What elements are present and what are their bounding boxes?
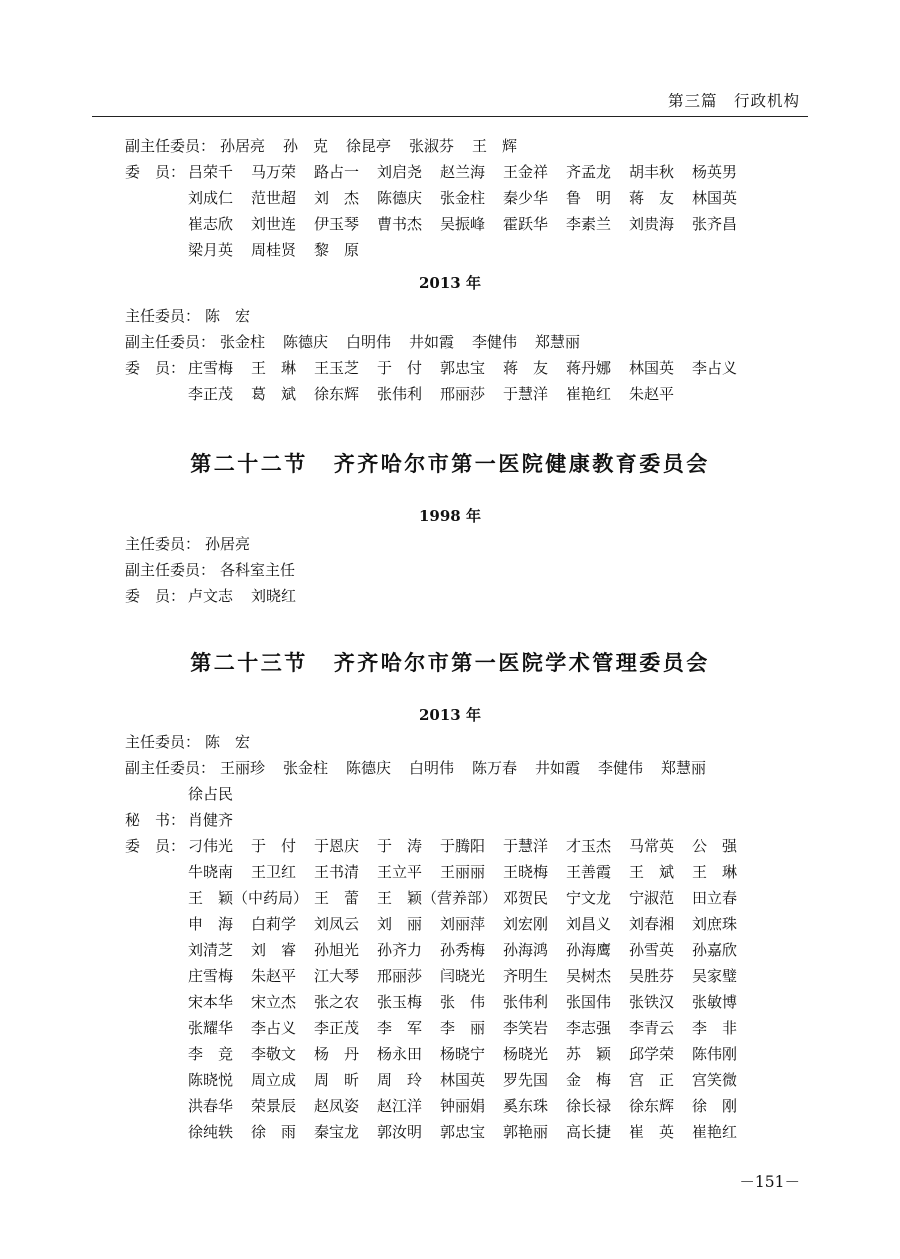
person-name: 周 玲 <box>377 1071 423 1089</box>
person-name: 蒋丹娜 <box>566 359 612 377</box>
person-name: 张伟利 <box>503 993 549 1011</box>
person-name: 刁伟光 <box>188 837 234 855</box>
person-name: 孙嘉欣 <box>692 941 738 959</box>
person-name: 葛 斌 <box>251 385 297 403</box>
person-name: 高长捷 <box>566 1123 612 1141</box>
row-label: 副主任委员： <box>125 333 216 351</box>
person-name: 郭汝明 <box>377 1123 423 1141</box>
person-name: 陈德庆 <box>283 333 329 351</box>
person-name: 陈 宏 <box>205 307 251 325</box>
person-name: 赵兰海 <box>440 163 486 181</box>
person-name: 张铁汉 <box>629 993 675 1011</box>
person-name: 孙齐力 <box>377 941 423 959</box>
person-name: 霍跃华 <box>503 215 549 233</box>
person-name: 刘启尧 <box>377 163 423 181</box>
person-name: 公 强 <box>692 837 738 855</box>
person-name: 罗先国 <box>503 1071 549 1089</box>
section-heading <box>0 648 900 678</box>
row-label: 秘 书： <box>125 811 186 829</box>
person-name: 张金柱 <box>220 333 266 351</box>
person-name: 鲁 明 <box>566 189 612 207</box>
person-name: 张玉梅 <box>377 993 423 1011</box>
person-name: 崔艳红 <box>566 385 612 403</box>
person-name: 王丽丽 <box>440 863 486 881</box>
person-name: 刘丽萍 <box>440 915 486 933</box>
person-name: 刘晓红 <box>251 587 297 605</box>
person-name: 庄雪梅 <box>188 967 234 985</box>
person-name: 于腾阳 <box>440 837 486 855</box>
person-name: 齐孟龙 <box>566 163 612 181</box>
person-name: 郭忠宝 <box>440 1123 486 1141</box>
person-name: 孙 克 <box>283 137 329 155</box>
person-name: 秦少华 <box>503 189 549 207</box>
person-name: 孙居亮 <box>220 137 266 155</box>
person-name: 于 涛 <box>377 837 423 855</box>
person-name: 牛晓南 <box>188 863 234 881</box>
person-name: 宋本华 <box>188 993 234 1011</box>
person-name: 杨英男 <box>692 163 738 181</box>
person-name: 邓贺民 <box>503 889 549 907</box>
person-name: 陈万春 <box>472 759 518 777</box>
person-name: 洪春华 <box>188 1097 234 1115</box>
person-name: 李 竞 <box>188 1045 234 1063</box>
person-name: 刘成仁 <box>188 189 234 207</box>
person-name: 杨永田 <box>377 1045 423 1063</box>
person-name: 宋立杰 <box>251 993 297 1011</box>
person-name: 周 昕 <box>314 1071 360 1089</box>
person-name: 宫笑微 <box>692 1071 738 1089</box>
person-name: 吴胜芬 <box>629 967 675 985</box>
person-name: 卢文志 <box>188 587 234 605</box>
section-number: 第二十二节 <box>190 451 308 476</box>
person-name: 王 琳 <box>251 359 297 377</box>
person-name: 邱学荣 <box>629 1045 675 1063</box>
person-name: 王善霞 <box>566 863 612 881</box>
person-name: 张国伟 <box>566 993 612 1011</box>
person-name: 吴家璧 <box>692 967 738 985</box>
person-name: 李健伟 <box>472 333 518 351</box>
person-name: 王玉芝 <box>314 359 360 377</box>
person-name: 李占义 <box>692 359 738 377</box>
person-name: 吴树杰 <box>566 967 612 985</box>
person-name: 孙海鸿 <box>503 941 549 959</box>
row-label: 副主任委员： <box>125 561 216 579</box>
person-name: 郑慧丽 <box>535 333 581 351</box>
row-label: 委 员： <box>125 587 186 605</box>
person-name: 张金柱 <box>440 189 486 207</box>
person-name: 马万荣 <box>251 163 297 181</box>
person-name: 李 丽 <box>440 1019 486 1037</box>
person-name: 赵凤姿 <box>314 1097 360 1115</box>
person-name: 于慧洋 <box>503 837 549 855</box>
person-name: 李正茂 <box>314 1019 360 1037</box>
person-name: 黎 原 <box>314 241 360 259</box>
person-name: 郭艳丽 <box>503 1123 549 1141</box>
person-name: 王金祥 <box>503 163 549 181</box>
person-name: 张金柱 <box>283 759 329 777</box>
row-label: 委 员： <box>125 163 186 181</box>
row-label: 主任委员： <box>125 535 201 553</box>
person-name: 孙雪英 <box>629 941 675 959</box>
person-name: 杨晓宁 <box>440 1045 486 1063</box>
person-name: 钟丽娟 <box>440 1097 486 1115</box>
person-name: 杨 丹 <box>314 1045 360 1063</box>
person-name: 王丽珍 <box>220 759 266 777</box>
person-name: 白明伟 <box>409 759 455 777</box>
person-name: 李健伟 <box>598 759 644 777</box>
person-name: 王 颖（营养部） <box>377 889 498 907</box>
person-name: 才玉杰 <box>566 837 612 855</box>
header-title: 第三篇 行政机构 <box>667 92 800 110</box>
person-name: 孙秀梅 <box>440 941 486 959</box>
year-heading: 1998 年 <box>419 507 481 525</box>
person-name: 刘庶珠 <box>692 915 738 933</box>
person-name: 刘凤云 <box>314 915 360 933</box>
person-name: 林国英 <box>692 189 738 207</box>
person-name: 陈晓悦 <box>188 1071 234 1089</box>
person-name: 王晓梅 <box>503 863 549 881</box>
person-name: 于 付 <box>251 837 297 855</box>
person-name: 张 伟 <box>440 993 486 1011</box>
person-name: 刘春湘 <box>629 915 675 933</box>
person-name: 王 斌 <box>629 863 675 881</box>
person-name: 陈德庆 <box>377 189 423 207</box>
row-label: 委 员： <box>125 359 186 377</box>
person-name: 田立春 <box>692 889 738 907</box>
person-name: 苏 颖 <box>566 1045 612 1063</box>
person-name: 白明伟 <box>346 333 392 351</box>
person-name: 林国英 <box>629 359 675 377</box>
person-name: 周桂贤 <box>251 241 297 259</box>
year-heading: 2013 年 <box>419 274 481 292</box>
person-name: 于 付 <box>377 359 423 377</box>
person-name: 蒋 友 <box>503 359 549 377</box>
row-label: 副主任委员： <box>125 137 216 155</box>
person-name: 陈德庆 <box>346 759 392 777</box>
section-title: 齐齐哈尔市第一医院学术管理委员会 <box>333 650 710 675</box>
person-name: 王书清 <box>314 863 360 881</box>
section-heading <box>0 449 900 479</box>
person-name: 伊玉琴 <box>314 215 360 233</box>
person-name: 曹书杰 <box>377 215 423 233</box>
year-heading: 2013 年 <box>419 706 481 724</box>
person-name: 刘 杰 <box>314 189 360 207</box>
person-name: 陈 宏 <box>205 733 251 751</box>
person-name: 金 梅 <box>566 1071 612 1089</box>
person-name: 王 蕾 <box>314 889 360 907</box>
person-name: 李青云 <box>629 1019 675 1037</box>
person-name: 张之农 <box>314 993 360 1011</box>
person-name: 孙旭光 <box>314 941 360 959</box>
person-name: 李 军 <box>377 1019 423 1037</box>
person-name: 宁淑范 <box>629 889 675 907</box>
person-name: 梁月英 <box>188 241 234 259</box>
section-title: 齐齐哈尔市第一医院健康教育委员会 <box>333 451 710 476</box>
person-name: 徐东辉 <box>629 1097 675 1115</box>
person-name: 徐 刚 <box>692 1097 738 1115</box>
person-name: 李 非 <box>692 1019 738 1037</box>
person-name: 徐东辉 <box>314 385 360 403</box>
person-name: 刘贵海 <box>629 215 675 233</box>
person-name: 林国英 <box>440 1071 486 1089</box>
person-name: 李正茂 <box>188 385 234 403</box>
person-name: 宁文龙 <box>566 889 612 907</box>
person-name: 井如霞 <box>409 333 455 351</box>
person-name: 张敏博 <box>692 993 738 1011</box>
row-label: 主任委员： <box>125 733 201 751</box>
person-name: 肖健齐 <box>188 811 234 829</box>
person-name: 李占义 <box>251 1019 297 1037</box>
row-label: 主任委员： <box>125 307 201 325</box>
person-name: 王立平 <box>377 863 423 881</box>
person-name: 胡丰秋 <box>629 163 675 181</box>
person-name: 刘世连 <box>251 215 297 233</box>
person-name: 张淑芬 <box>409 137 455 155</box>
person-name: 马常英 <box>629 837 675 855</box>
person-name: 刘昌义 <box>566 915 612 933</box>
person-name: 孙海鹰 <box>566 941 612 959</box>
person-name: 王 颖（中药局） <box>188 889 309 907</box>
person-name: 朱赵平 <box>629 385 675 403</box>
person-name: 刘 丽 <box>377 915 423 933</box>
person-name: 刘 睿 <box>251 941 297 959</box>
person-name: 徐纯轶 <box>188 1123 234 1141</box>
person-name: 范世超 <box>251 189 297 207</box>
person-name: 蒋 友 <box>629 189 675 207</box>
person-name: 徐 雨 <box>251 1123 297 1141</box>
person-name: 路占一 <box>314 163 360 181</box>
person-name: 陈伟刚 <box>692 1045 738 1063</box>
person-name: 张伟利 <box>377 385 423 403</box>
person-name: 齐明生 <box>503 967 549 985</box>
person-name: 李敬文 <box>251 1045 297 1063</box>
person-name: 李志强 <box>566 1019 612 1037</box>
person-name: 秦宝龙 <box>314 1123 360 1141</box>
row-label: 副主任委员： <box>125 759 216 777</box>
person-name: 于慧洋 <box>503 385 549 403</box>
person-name: 邢丽莎 <box>440 385 486 403</box>
person-name: 王 琳 <box>692 863 738 881</box>
person-name: 荣景辰 <box>251 1097 297 1115</box>
person-name: 朱赵平 <box>251 967 297 985</box>
person-name: 刘清芝 <box>188 941 234 959</box>
person-name: 崔艳红 <box>692 1123 738 1141</box>
person-name: 李素兰 <box>566 215 612 233</box>
person-name: 邢丽莎 <box>377 967 423 985</box>
person-name: 杨晓光 <box>503 1045 549 1063</box>
running-header <box>92 86 808 117</box>
person-name: 吕荣千 <box>188 163 234 181</box>
person-name: 张齐昌 <box>692 215 738 233</box>
person-name: 奚东珠 <box>503 1097 549 1115</box>
person-name: 徐占民 <box>188 785 234 803</box>
person-name: 崔志欣 <box>188 215 234 233</box>
person-name: 刘宏刚 <box>503 915 549 933</box>
person-name: 郑慧丽 <box>661 759 707 777</box>
person-name: 徐昆亭 <box>346 137 392 155</box>
row-label: 委 员： <box>125 837 186 855</box>
person-name: 庄雪梅 <box>188 359 234 377</box>
person-name: 李笑岩 <box>503 1019 549 1037</box>
person-name: 赵江洋 <box>377 1097 423 1115</box>
person-name: 宫 正 <box>629 1071 675 1089</box>
page-number: －151－ <box>739 1173 800 1191</box>
person-name: 孙居亮 <box>205 535 251 553</box>
person-name: 吴振峰 <box>440 215 486 233</box>
person-name: 徐长禄 <box>566 1097 612 1115</box>
person-name: 闫晓光 <box>440 967 486 985</box>
person-name: 白莉学 <box>251 915 297 933</box>
section-number: 第二十三节 <box>190 650 308 675</box>
vice-chair-text: 各科室主任 <box>220 561 296 579</box>
person-name: 王卫红 <box>251 863 297 881</box>
person-name: 周立成 <box>251 1071 297 1089</box>
person-name: 崔 英 <box>629 1123 675 1141</box>
person-name: 张耀华 <box>188 1019 234 1037</box>
person-name: 江大琴 <box>314 967 360 985</box>
person-name: 郭忠宝 <box>440 359 486 377</box>
person-name: 王 辉 <box>472 137 518 155</box>
person-name: 申 海 <box>188 915 234 933</box>
person-name: 于恩庆 <box>314 837 360 855</box>
person-name: 井如霞 <box>535 759 581 777</box>
